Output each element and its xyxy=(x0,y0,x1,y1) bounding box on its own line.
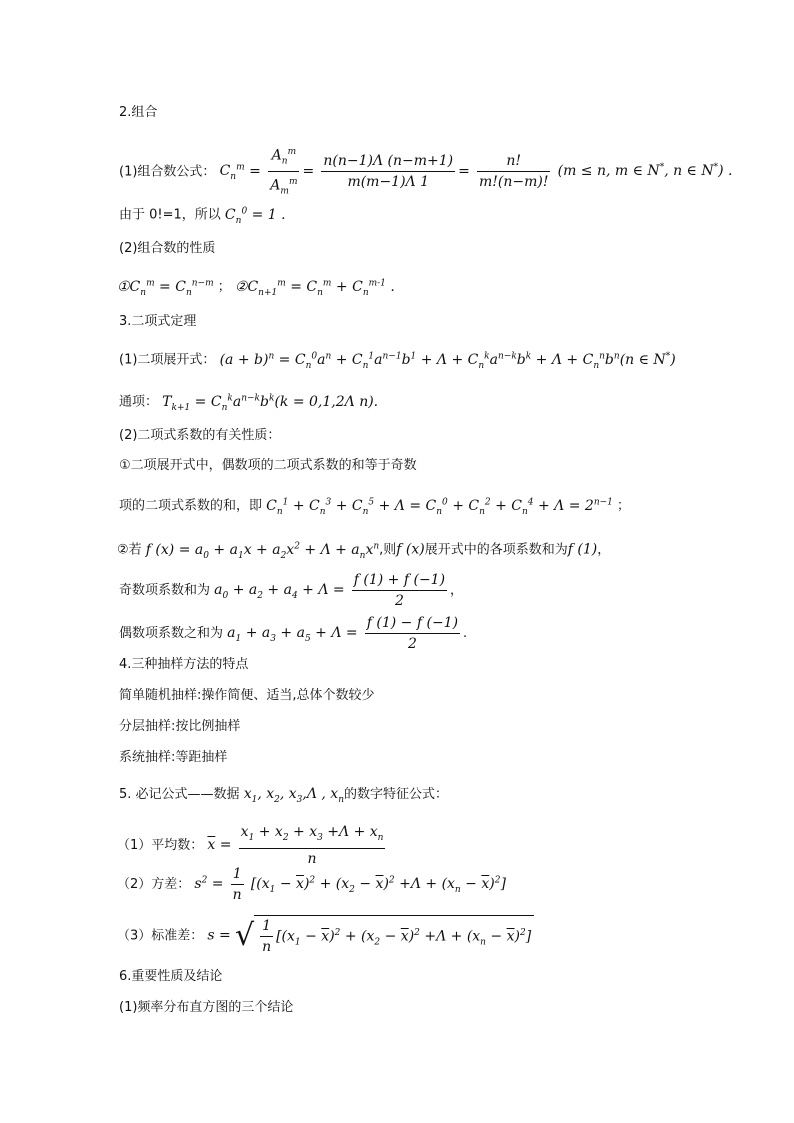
symbol-xbar: $\overline{x}$ xyxy=(207,836,216,853)
formula-variance: $s^2$ = xyxy=(194,875,224,892)
formula-symmetry: $①C_n^m = C_n^{n-m}$ xyxy=(117,278,214,298)
systematic-sampling: 系统抽样:等距抽样 xyxy=(119,750,228,765)
coefficient-property-2a: ②若 xyxy=(117,542,142,558)
fraction-product: $\frac{n(n-1)\Lambda (n-m+1)}{m(m-1)\Lambda 1}$ xyxy=(323,153,454,191)
heading-formulas-tail: 的数字特征公式： xyxy=(344,787,449,802)
coefficient-property-2c: 展开式中的各项系数和为 xyxy=(424,542,568,558)
fraction-one-over-n-std: $\frac{1}{n}$ xyxy=(262,918,272,955)
fraction-a-over-a: $\frac{A_n^m}{A_m^m}$ xyxy=(268,142,299,202)
combination-formula: (1)组合数公式： $C_n^m$ = $\frac{A_n^m}{A_m^m}$ = $\frac{n(n-1)\Lambda (n-m+1)}{m(m-1)\Lambda 1}$ = $\frac{n!}{m!(n-m)!}$ (m ≤ n, m ∈ N*, n ∈ N*) . xyxy=(119,142,733,202)
formula-even-sum: $a_1 + a_3 + a_5 + \Lambda$ = xyxy=(227,625,358,644)
even-coefficient-sum: 偶数项系数之和为 $a_1 + a_3 + a_5 + \Lambda$ = $\frac{f (1) - f (-1)}{2}$ . xyxy=(119,615,468,652)
coefficient-property-label: (2)二项式系数的有关性质： xyxy=(119,428,281,443)
fraction-mean: $\frac{x_1 + x_2 + x_3 +\Lambda + x_n}{n}$ xyxy=(240,824,384,867)
combination-property-label: (2)组合数的性质 xyxy=(119,241,216,256)
general-term-label: 通项： xyxy=(119,394,159,410)
binomial-expansion-label: (1)二项展开式： xyxy=(119,352,216,368)
formula-pascal: $②C_{n+1}^m = C_n^m + C_n^{m-1}$ . xyxy=(234,278,395,298)
formula-fx: f (x) xyxy=(396,541,425,558)
coefficient-property-1b-text: 项的二项式系数的和，即 xyxy=(119,498,263,514)
zero-factorial-line xyxy=(119,202,286,229)
combination-properties: $①C_n^m = C_n^{n-m}$ ； $②C_{n+1}^m = C_n^m + C_n^{m-1}$ . xyxy=(117,278,395,298)
mean-label: （1）平均数： xyxy=(117,837,204,853)
fraction-one-over-n: $\frac{1}{n}$ xyxy=(232,866,242,903)
heading-properties: 6.重要性质及结论 xyxy=(119,969,223,984)
formula-general-term: $T_{k+1} = C_n^ka^{n-k}b^k(k = 0,1,2\Lambda$ n). xyxy=(162,393,379,413)
heading-binomial: 3.二项式定理 xyxy=(119,314,197,329)
formula-f1: f (1) xyxy=(567,541,598,558)
formula-polynomial: f $(x) = a_0 + a_1x + a_2x^2 + \Lambda + a_nx^n$ xyxy=(145,541,380,561)
variance-label: （2）方差： xyxy=(117,877,191,892)
even-coefficient-label: 偶数项系数之和为 xyxy=(119,626,224,641)
formula-std: s = xyxy=(207,927,231,944)
combination-formula-label: (1)组合数公式： xyxy=(119,164,216,180)
frequency-histogram-label: (1)频率分布直方图的三个结论 xyxy=(119,1000,294,1015)
binomial-expansion xyxy=(119,347,676,374)
formula-odd-sum: $a_0 + a_2 + a_4 + \Lambda$ = xyxy=(214,582,345,601)
formula-odd-even-sum: $C_n^1 + C_n^3 + C_n^5 + \Lambda = C_n^0 + C_n^2 + C_n^4 + \Lambda = 2^{n-1}$ xyxy=(266,497,613,517)
formula-binomial-expansion: $(a + b)^n = C_n^0a^n + C_n^1a^{n-1}b^1 + \Lambda + C_n^ka^{n-k}b^k + \Lambda + C_n^nb^n(n$ ∈ N*) xyxy=(219,351,676,371)
fraction-even-sum: $\frac{f (1) - f (-1)}{2}$ xyxy=(366,615,459,652)
coefficient-property-1a: ①二项展开式中，偶数项的二项式系数的和等于奇数 xyxy=(119,458,417,473)
general-term xyxy=(119,389,378,416)
fraction-factorial: $\frac{n!}{m!(n-m)!}$ xyxy=(478,153,549,191)
odd-coefficient-sum: 奇数项系数和为 $a_0 + a_2 + a_4 + \Lambda$ = $\frac{f (1) + f (-1)}{2}$ ， xyxy=(119,572,464,609)
heading-formulas xyxy=(119,785,448,809)
heading-combination: 2.组合 xyxy=(119,105,158,120)
formula-data-list: $x_1$, $x_2$, $x_3,\Lambda$ , $x_n$ xyxy=(243,786,344,805)
formula-c-n-zero: $C_n^0 = 1$ . xyxy=(224,206,286,226)
heading-formulas-text: 5. 必记公式——数据 xyxy=(119,787,240,802)
zero-factorial-text: 由于 0!=1，所以 xyxy=(119,207,221,223)
fraction-odd-sum: $\frac{f (1) + f (-1)}{2}$ xyxy=(353,572,446,609)
variance-formula xyxy=(117,864,506,905)
formula-combination: $C_n^m$ xyxy=(219,162,245,183)
std-formula xyxy=(117,915,534,957)
coefficient-property-1b: 项的二项式系数的和，即 $C_n^1 + C_n^3 + C_n^5 + \Lambda = C_n^0 + C_n^2 + C_n^4 + \Lambda = 2^{n-1}$ ； xyxy=(119,497,631,517)
std-label: （3）标准差： xyxy=(117,928,204,944)
heading-sampling: 4.三种抽样方法的特点 xyxy=(119,657,249,672)
odd-coefficient-label: 奇数项系数和为 xyxy=(119,583,211,598)
mean-formula: （1）平均数： $\overline{x}$ = $\frac{x_1 + x_2 + x_3 +\Lambda + x_n}{n}$ xyxy=(117,824,384,867)
formula-variance-body: $[(x_1 - \overline{x})^2 + (x_2 - \overline{x})^2 +\Lambda + (x_n - \overline{x})^2]$ xyxy=(250,875,506,895)
sqrt-sign: √ $\frac{1}{n}$ $[(x_1 - \overline{x})^2 + (x_2 - \overline{x})^2 +\Lambda + (x_n - \overline{x})^2]$ xyxy=(235,915,534,957)
simple-random-sampling: 简单随机抽样:操作简便、适当,总体个数较少 xyxy=(119,688,375,703)
stratified-sampling: 分层抽样:按比例抽样 xyxy=(119,719,241,734)
coefficient-property-2: ②若 f $(x) = a_0 + a_1x + a_2x^2 + \Lambda + a_nx^n$,则f (x)展开式中的各项系数和为f (1)， xyxy=(117,541,611,561)
formula-condition: (m ≤ n, m ∈ N*, n ∈ N*) . xyxy=(557,162,733,180)
coefficient-property-2b: ,则 xyxy=(379,542,397,558)
